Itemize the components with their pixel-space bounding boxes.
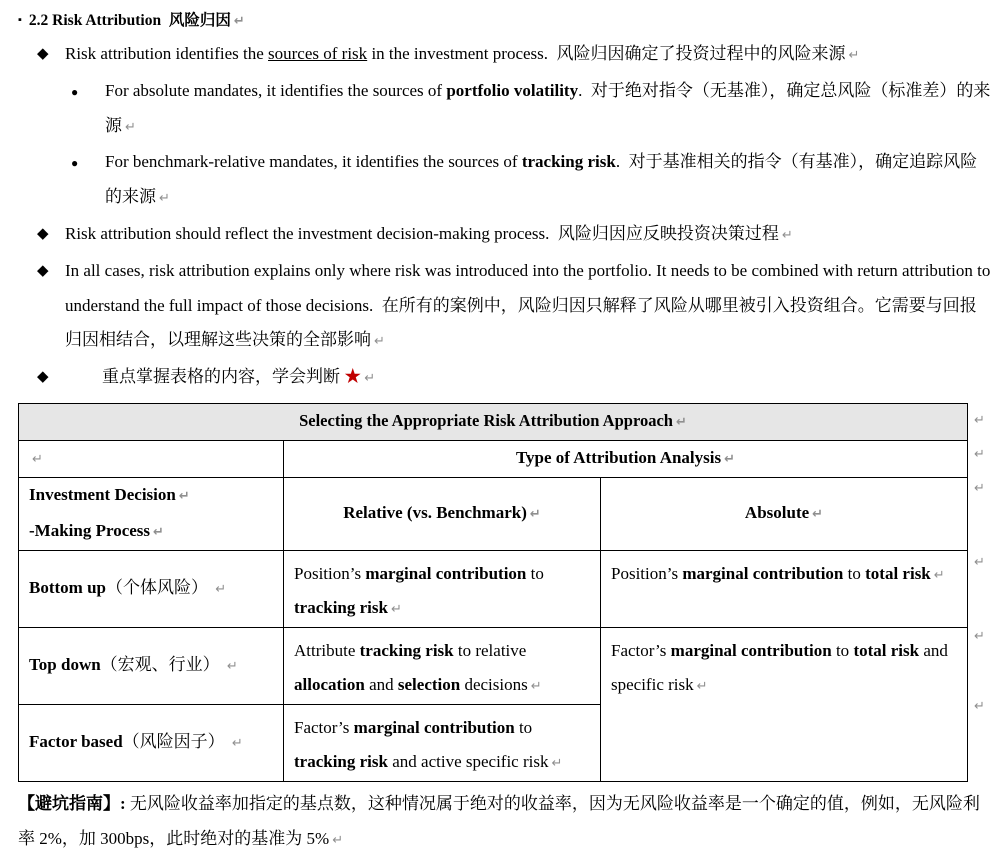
bottom-up-relative-cell	[284, 550, 601, 627]
top-down-relative-text	[294, 641, 531, 694]
bullet-paragraph	[18, 37, 993, 74]
table-title-cell	[19, 403, 968, 440]
text-segment: to	[843, 563, 866, 583]
text-segment: （宏观、行业）	[100, 654, 224, 674]
factor-based-relative-cell	[284, 704, 601, 781]
process-header-line	[29, 478, 273, 514]
text-segment: in the investment process. 风险归因确定了投资过程中的风险来源	[367, 44, 846, 63]
table-row	[19, 440, 968, 477]
bullet-paragraph	[18, 360, 993, 397]
paragraph-text	[65, 261, 995, 350]
text-segment: total risk	[865, 563, 931, 583]
factor-based-relative-text	[294, 718, 548, 771]
cell-mark-icon: ↵	[390, 601, 402, 617]
row-end-mark-icon: ↵	[974, 412, 985, 428]
top-down-label-cell	[19, 627, 284, 704]
text-segment: In all cases, risk attribution explains only where risk was introduced into the portfolio. It needs to be combined with return attribution to understand the full impact of those decisions. 在所有的案例中，风险归因只解释了风险从哪里被引入投资组合。它需要与回报归因相结合，以理解这些决策的全部影响	[65, 260, 995, 350]
paragraph-mark-icon: ↵	[332, 832, 344, 848]
text-segment: . 对于绝对指令（无基准），确定总风险（标准差）的来源	[105, 80, 991, 135]
bullet-paragraph	[18, 217, 993, 254]
text-segment: to	[526, 563, 549, 583]
bottom-up-label	[29, 578, 212, 597]
diamond-bullet-icon: ◆	[37, 262, 49, 279]
page-title-text: 2.2 Risk Attribution 风险归因	[28, 12, 231, 29]
cell-mark-icon: ↵	[32, 451, 43, 467]
paragraph-text	[105, 81, 990, 135]
bullet-paragraph	[18, 145, 993, 217]
bottom-up-relative-text	[294, 564, 548, 617]
text-segment: 重点掌握表格的内容，学会判断	[102, 367, 345, 387]
text-segment: marginal contribution	[365, 563, 527, 583]
paragraph-text	[65, 44, 846, 63]
text-segment: marginal contribution	[682, 563, 844, 583]
table-row	[19, 403, 968, 440]
circle-bullet-icon: ●	[71, 156, 79, 171]
row-end-mark-icon: ↵	[974, 480, 985, 496]
text-segment: Risk attribution should reflect the investment decision-making process. 风险归因应反映投资决策过程	[65, 223, 779, 243]
cell-mark-icon: ↵	[231, 735, 243, 751]
text-segment: to	[831, 640, 854, 660]
text-segment: Factor’s	[294, 717, 354, 737]
row-end-mark-icon: ↵	[974, 554, 985, 570]
text-segment: Position’s	[611, 563, 683, 583]
diamond-bullet-icon: ◆	[37, 46, 49, 62]
paragraph-mark-icon: ↵	[781, 227, 793, 243]
text-segment: Top down	[29, 654, 101, 674]
text-segment: marginal contribution	[353, 717, 515, 737]
empty-cell	[19, 440, 284, 477]
risk-attribution-table	[18, 403, 968, 782]
attribution-type-header: Type of Attribution Analysis	[515, 447, 722, 467]
pitfall-guide-note	[18, 786, 980, 858]
text-segment: and specific risk	[611, 640, 953, 694]
bullet-list	[18, 37, 993, 397]
text-segment: . 对于基准相关的指令（有基准），确定追踪风险的来源	[105, 152, 978, 207]
paragraph-mark-icon: ↵	[233, 14, 245, 29]
cell-mark-icon: ↵	[530, 678, 542, 694]
cell-mark-icon: ↵	[226, 658, 238, 674]
text-segment: selection	[397, 674, 461, 694]
text-segment: Factor based	[29, 731, 123, 751]
top-down-relative-cell	[284, 627, 601, 704]
row-end-mark-icon: ↵	[974, 628, 985, 644]
attribution-type-header-cell	[284, 440, 968, 477]
text-segment: decisions	[460, 674, 528, 694]
factor-based-label-cell	[19, 704, 284, 781]
text-segment: 【避坑指南】:	[18, 793, 126, 813]
risk-attribution-table-wrap	[18, 403, 985, 782]
bullet-paragraph	[18, 74, 993, 146]
text-segment: Position’s	[294, 563, 366, 583]
text-segment: （个体风险）	[105, 577, 213, 597]
text-segment: tracking risk	[294, 751, 388, 771]
relative-header-text: Relative (vs. Benchmark)	[343, 502, 527, 522]
row-end-mark-icon: ↵	[974, 446, 985, 462]
factor-absolute-cell	[601, 627, 968, 781]
square-bullet-icon: ▪	[18, 14, 22, 26]
text-segment: （风险因子）	[122, 731, 229, 751]
process-header-cell	[19, 477, 284, 550]
cell-mark-icon: ↵	[551, 755, 563, 771]
diamond-bullet-icon: ◆	[37, 369, 49, 386]
text-segment: tracking risk	[294, 597, 388, 617]
cell-mark-icon: ↵	[153, 524, 164, 540]
text-segment: tracking risk	[359, 640, 454, 660]
cell-mark-icon: ↵	[724, 451, 736, 467]
text-segment: For benchmark-relative mandates, it identifies the sources of	[105, 152, 522, 172]
table-row	[19, 550, 968, 627]
pitfall-guide-text	[18, 794, 980, 848]
text-segment: portfolio volatility	[446, 80, 579, 100]
bottom-up-absolute-text	[611, 564, 931, 583]
bottom-up-label-cell	[19, 550, 284, 627]
relative-header-cell	[284, 477, 601, 550]
cell-mark-icon: ↵	[675, 414, 687, 430]
bullet-paragraph	[18, 254, 993, 360]
text-segment: Bottom up	[29, 577, 106, 597]
paragraph-text	[105, 152, 977, 206]
text-segment: Attribute	[294, 640, 360, 660]
text-segment: 无风险收益率加指定的基点数，这种情况属于绝对的收益率，因为无风险收益率是一个确定的值，例如，无风险利率 2%，加 300bps，此时绝对的基准为 5%	[18, 793, 980, 848]
table-row	[19, 477, 968, 550]
factor-based-label	[29, 732, 229, 751]
paragraph-mark-icon: ↵	[125, 119, 136, 135]
cell-mark-icon: ↵	[178, 488, 190, 504]
paragraph-text	[102, 367, 361, 386]
table-row	[19, 627, 968, 704]
diamond-bullet-icon: ◆	[37, 225, 49, 242]
factor-absolute-text	[611, 641, 952, 694]
page-title	[18, 5, 993, 37]
text-segment: to	[514, 717, 537, 737]
paragraph-mark-icon: ↵	[159, 191, 170, 207]
paragraph-text	[65, 224, 779, 243]
process-header-text: Investment Decision	[29, 484, 176, 504]
text-segment: marginal contribution	[670, 640, 832, 660]
process-header-line	[29, 514, 273, 550]
cell-mark-icon: ↵	[215, 581, 227, 597]
table-title: Selecting the Appropriate Risk Attribution Approach	[299, 410, 673, 430]
text-segment: sources of risk	[268, 44, 368, 63]
text-segment: For absolute mandates, it identifies the sources of	[105, 80, 447, 100]
bottom-up-absolute-cell	[601, 550, 968, 627]
absolute-header-cell	[601, 477, 968, 550]
text-segment: Risk attribution identifies the	[65, 44, 269, 63]
top-down-label	[29, 655, 224, 674]
cell-mark-icon: ↵	[529, 506, 541, 522]
text-segment: tracking risk	[521, 152, 616, 172]
text-segment: and	[364, 674, 398, 694]
paragraph-mark-icon: ↵	[374, 334, 385, 350]
process-header-text: -Making Process	[29, 520, 151, 540]
text-segment: allocation	[294, 674, 365, 694]
absolute-header-text: Absolute	[744, 502, 810, 522]
cell-mark-icon: ↵	[696, 678, 708, 694]
text-segment: Factor’s	[611, 640, 671, 660]
circle-bullet-icon: ●	[71, 84, 79, 99]
text-segment: to relative	[453, 640, 531, 660]
paragraph-mark-icon: ↵	[364, 371, 376, 387]
text-segment: and active specific risk	[387, 751, 549, 771]
paragraph-mark-icon: ↵	[848, 48, 860, 63]
text-segment: total risk	[853, 640, 920, 660]
row-end-mark-icon: ↵	[974, 698, 985, 714]
cell-mark-icon: ↵	[812, 506, 824, 522]
cell-mark-icon: ↵	[933, 567, 945, 583]
star-icon: ★	[344, 367, 362, 387]
